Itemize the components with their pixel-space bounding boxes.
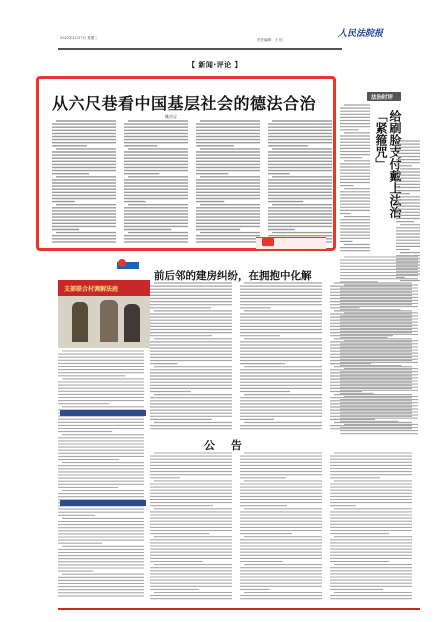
side-column-body [340, 104, 374, 254]
top-rule [58, 48, 342, 50]
bottom-rule [58, 608, 420, 610]
section-label: 【 新闻·评论 】 [188, 61, 243, 69]
photo-person-left [72, 302, 88, 342]
photo-person-right [124, 304, 140, 342]
photo-banner-text: 支部联合村调解法庭 [64, 286, 119, 293]
notice-body [150, 452, 420, 602]
photo-person-center [100, 300, 118, 342]
header-page-line: 责任编辑：王 钦 [257, 38, 283, 42]
side-vertical-headline: 给刷脸支付戴上法治「紧箍咒」 [374, 110, 402, 218]
side-tag: 法治时评 [371, 95, 394, 101]
section-logo [117, 258, 139, 272]
lead-byline: 姚昌宝 [165, 114, 177, 119]
right-lower-column [340, 256, 422, 436]
masthead-logo: 人民法院报 [338, 29, 384, 39]
stamp-icon [262, 238, 274, 246]
left-lower-column [58, 350, 148, 600]
lead-article-body [52, 120, 332, 248]
notice-title: 公 告 [204, 439, 248, 452]
header-date-line: 2022年4月27日 星期三 [60, 36, 98, 40]
bottom-headline: 前后邻的建房纠纷，在拥抱中化解 [154, 270, 312, 282]
news-photo [58, 280, 150, 348]
lead-headline: 从六尺巷看中国基层社会的德法合治 [52, 94, 317, 113]
